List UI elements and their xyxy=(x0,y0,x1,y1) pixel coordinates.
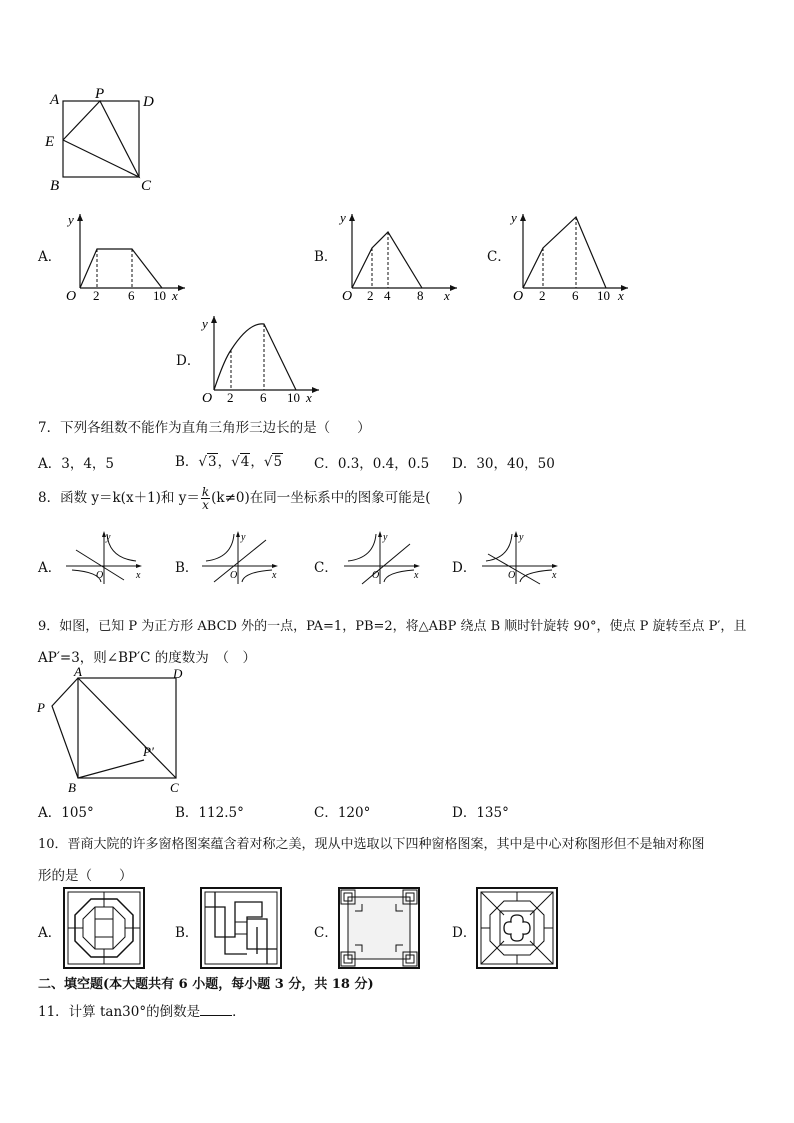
svg-text:O: O xyxy=(96,570,104,581)
svg-text:y: y xyxy=(511,210,517,225)
section-2-heading: 二、填空题(本大题共有 6 小题，每小题 3 分，共 18 分) xyxy=(38,977,374,992)
q8-option-d-label[interactable]: D． xyxy=(452,560,477,576)
svg-text:2: 2 xyxy=(367,288,374,303)
label-b: B xyxy=(50,178,60,194)
svg-text:x: x xyxy=(444,288,450,303)
option-b-label[interactable]: B． xyxy=(314,249,338,265)
q7-option-b[interactable]: B．√3，√4，√5 xyxy=(175,454,283,470)
svg-text:10: 10 xyxy=(597,288,610,303)
q10-option-c-label[interactable]: C． xyxy=(314,925,338,941)
svg-text:y: y xyxy=(106,532,111,543)
q10-line2: 形的是（ ） xyxy=(38,868,133,884)
svg-text:y: y xyxy=(519,532,524,543)
q7-option-c[interactable]: C．0.3，0.4，0.5 xyxy=(314,456,430,472)
option-d-label[interactable]: D． xyxy=(176,353,201,369)
svg-text:O: O xyxy=(66,289,77,303)
svg-text:2: 2 xyxy=(227,390,234,405)
graph-option-c[interactable] xyxy=(503,208,633,303)
q10-line1: 10．晋商大院的许多窗格图案蕴含着对称之美，现从中选取以下四种窗格图案，其中是中心对称图形但不是轴对称图 xyxy=(38,837,705,852)
svg-text:P′: P′ xyxy=(143,744,154,759)
q8-option-a-label[interactable]: A． xyxy=(38,560,62,576)
svg-text:O: O xyxy=(508,570,516,581)
option-c-label[interactable]: C． xyxy=(487,249,511,265)
q10-option-a-label[interactable]: A． xyxy=(38,925,62,941)
q10-pattern-a[interactable] xyxy=(63,887,145,969)
square-abcd xyxy=(63,101,139,177)
q10-pattern-b[interactable] xyxy=(200,887,282,969)
svg-text:4: 4 xyxy=(384,288,391,303)
q9-option-a[interactable]: A．105° xyxy=(38,805,94,821)
triangle-abp xyxy=(52,678,78,778)
svg-text:y: y xyxy=(340,210,346,225)
q7-option-a[interactable]: A．3，4，5 xyxy=(38,456,115,472)
graph-option-d[interactable] xyxy=(194,312,324,407)
svg-text:10: 10 xyxy=(287,390,300,405)
q9-line2: AP′=3，则∠BP′C 的度数为 （ ） xyxy=(38,650,257,666)
svg-text:x: x xyxy=(414,570,419,581)
svg-text:O: O xyxy=(230,570,238,581)
graph-b-curve xyxy=(352,232,422,288)
label-c: C xyxy=(141,178,152,194)
svg-text:x: x xyxy=(306,390,312,405)
graph-c-curve xyxy=(523,217,606,288)
q8-graph-b[interactable] xyxy=(198,530,282,586)
q8-option-b-label[interactable]: B． xyxy=(175,560,199,576)
q8-graph-c[interactable] xyxy=(340,530,424,586)
q11-answer-blank[interactable] xyxy=(200,1003,232,1016)
svg-text:y: y xyxy=(383,532,388,543)
q10-pattern-d[interactable] xyxy=(476,887,558,969)
q8-graph-a[interactable] xyxy=(62,530,146,586)
square-figure xyxy=(40,86,170,196)
svg-text:O: O xyxy=(513,289,524,303)
svg-text:6: 6 xyxy=(128,288,135,303)
label-e: E xyxy=(45,134,55,150)
option-a-label[interactable]: A． xyxy=(38,249,62,265)
svg-text:O: O xyxy=(372,570,380,581)
svg-text:8: 8 xyxy=(417,288,424,303)
svg-text:A: A xyxy=(74,664,82,679)
q9-option-b[interactable]: B．112.5° xyxy=(175,805,244,821)
svg-text:x: x xyxy=(552,570,557,581)
q7-option-d[interactable]: D．30，40，50 xyxy=(452,456,555,472)
q8-stem: 8．函数 y＝k(x＋1)和 y＝ $\frac{k}{x}$ (k≠0)在同一坐标系中的图象可能是( ) xyxy=(38,485,463,512)
label-d: D xyxy=(143,94,154,110)
q9-option-c[interactable]: C．120° xyxy=(314,805,371,821)
graph-option-a[interactable] xyxy=(60,208,190,303)
q10-option-b-label[interactable]: B． xyxy=(175,925,199,941)
svg-text:6: 6 xyxy=(572,288,579,303)
svg-text:y: y xyxy=(241,532,246,543)
label-a: A xyxy=(50,92,60,108)
q9-line1: 9．如图，已知 P 为正方形 ABCD 外的一点，PA=1，PB=2，将△ABP 绕点 B 顺时针旋转 90°，使点 P 旋转至点 P′，且 xyxy=(38,619,747,634)
svg-text:2: 2 xyxy=(93,288,100,303)
q8-option-c-label[interactable]: C． xyxy=(314,560,338,576)
q9-option-d[interactable]: D．135° xyxy=(452,805,509,821)
svg-text:y: y xyxy=(68,212,74,227)
q7-stem: 7．下列各组数不能作为直角三角形三边长的是（ ） xyxy=(38,420,371,436)
svg-text:O: O xyxy=(342,289,353,303)
graph-a-curve xyxy=(80,249,162,288)
svg-text:D: D xyxy=(173,666,183,681)
q10-option-d-label[interactable]: D． xyxy=(452,925,477,941)
svg-text:x: x xyxy=(136,570,141,581)
q8-graph-d[interactable] xyxy=(478,530,562,586)
svg-text:10: 10 xyxy=(153,288,166,303)
svg-text:x: x xyxy=(172,288,178,303)
svg-text:O: O xyxy=(202,391,213,406)
graph-option-b[interactable] xyxy=(332,208,462,303)
svg-text:B: B xyxy=(68,780,76,795)
svg-text:x: x xyxy=(618,288,624,303)
svg-text:6: 6 xyxy=(260,390,267,405)
svg-text:y: y xyxy=(202,316,208,331)
svg-text:2: 2 xyxy=(539,288,546,303)
q9-figure xyxy=(32,664,192,796)
triangle-epc xyxy=(63,101,139,177)
q10-pattern-c[interactable] xyxy=(338,887,420,969)
svg-text:P: P xyxy=(37,700,45,715)
svg-text:x: x xyxy=(272,570,277,581)
label-p: P xyxy=(95,86,105,102)
graph-d-curve xyxy=(214,324,296,390)
svg-text:C: C xyxy=(170,780,179,795)
q11: 11．计算 tan30°的倒数是 ． xyxy=(38,1004,246,1020)
